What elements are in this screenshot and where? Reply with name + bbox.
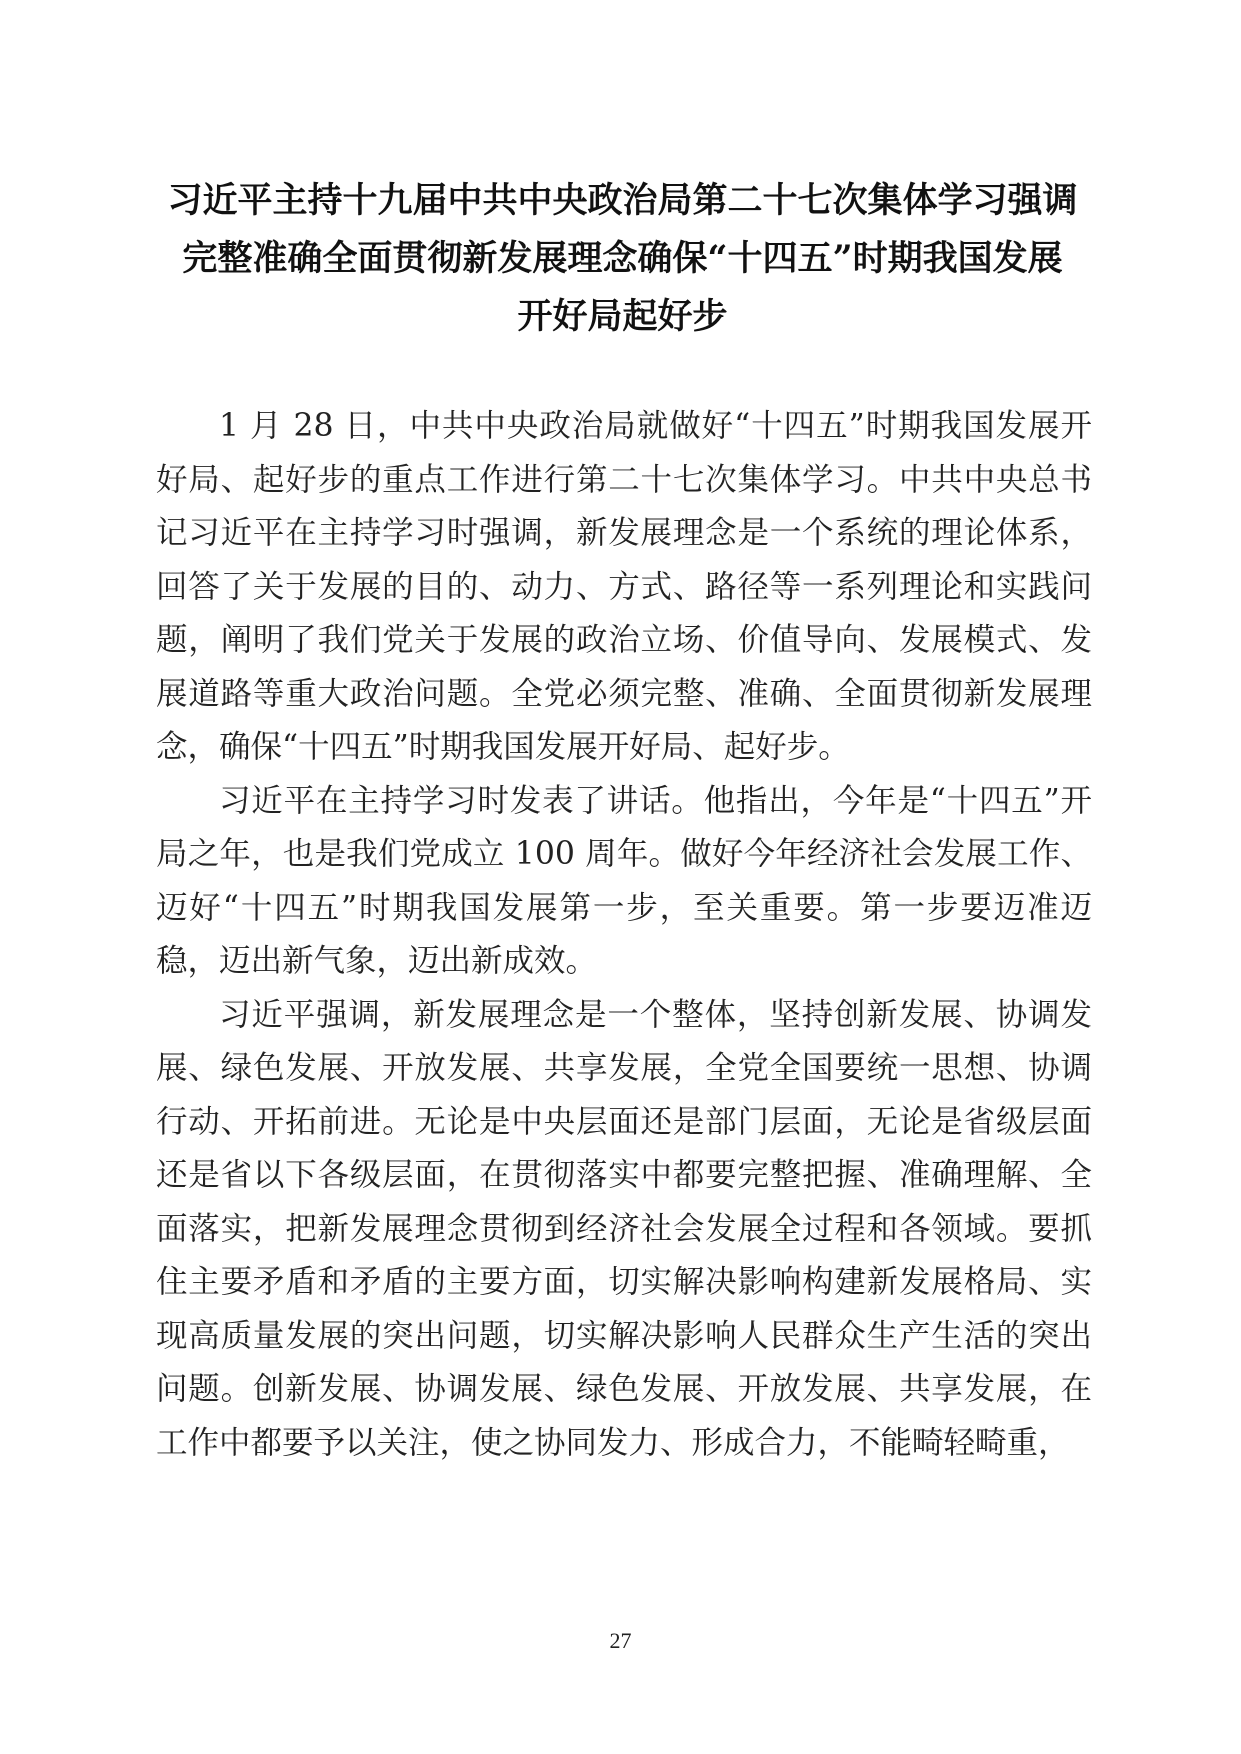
- paragraph-3: 习近平强调，新发展理念是一个整体，坚持创新发展、协调发展、绿色发展、开放发展、共享发展，全党全国要统一思想、协调行动、开拓前进。无论是中央层面还是部门层面，无论是省级层面还是省以下各级层面，在贯彻落实中都要完整把握、准确理解、全面落实，把新发展理念贯彻到经济社会发展全过程和各领域。要抓住主要矛盾和矛盾的主要方面，切实解决影响构建新发展格局、实现高质量发展的突出问题，切实解决影响人民群众生产生活的突出问题。创新发展、协调发展、绿色发展、开放发展、共享发展，在工作中都要予以关注，使之协同发力、形成合力，不能畸轻畸重，: [156, 996, 1092, 1461]
- title-line-2: 完整准确全面贯彻新发展理念确保“十四五”时期我国发展: [182, 238, 1063, 279]
- title-line-3: 开好局起好步: [517, 296, 728, 337]
- article-title: [150, 172, 1095, 346]
- title-line-1: 习近平主持十九届中共中央政治局第二十七次集体学习强调: [167, 180, 1078, 221]
- page-number: 27: [609, 1628, 632, 1653]
- article-body: [156, 400, 1092, 1470]
- paragraph-1: 1 月 28 日，中共中央政治局就做好“十四五”时期我国发展开好局、起好步的重点工作进行第二十七次集体学习。中共中央总书记习近平在主持学习时强调，新发展理念是一个系统的理论体系，回答了关于发展的目的、动力、方式、路径等一系列理论和实践问题，阐明了我们党关于发展的政治立场、价值导向、发展模式、发展道路等重大政治问题。全党必须完整、准确、全面贯彻新发展理念，确保“十四五”时期我国发展开好局、起好步。: [156, 408, 1092, 765]
- paragraph-2: 习近平在主持学习时发表了讲话。他指出，今年是“十四五”开局之年，也是我们党成立 100 周年。做好今年经济社会发展工作、迈好“十四五”时期我国发展第一步，至关重要。第一步要迈准迈稳，迈出新气象，迈出新成效。: [156, 782, 1092, 979]
